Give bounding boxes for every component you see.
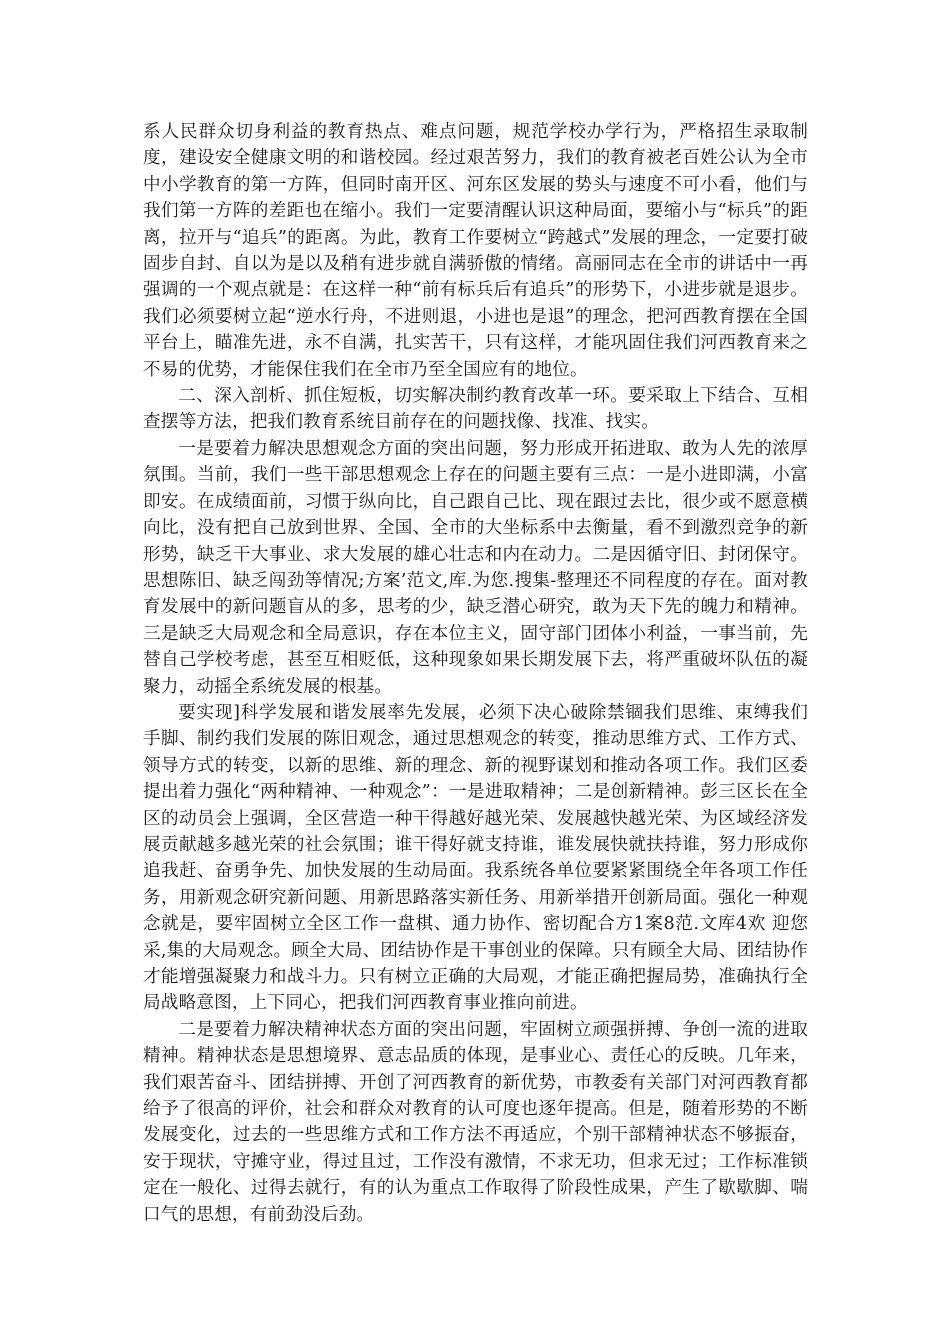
- paragraph-section-two-heading: 二、深入剖析、抓住短板，切实解决制约教育改革一环。要采取上下结合、互相查摆等方法，把我们教育系统目前存在的问题找像、找准、找实。: [143, 386, 808, 433]
- paragraph-scientific-development: 要实现]科学发展和谐发展率先发展，必须下决心破除禁锢我们思维、束缚我们手脚、制约我们发展的陈旧观念，通过思想观念的转变，推动思维方式、工作方式、领导方式的转变，以新的思维、新的理念、新的视野谋划和推动各项工作。我们区委提出着力强化“两种精神、一种观念”：一是进取精神；二是创新精神。彭三区长在全区的动员会上强调，全区营造一种干得越好越光荣、发展越快越光荣、为区域经济发展贡献越多越光荣的社会氛围；谁干得好就支持谁，谁发展快就扶持谁，努力形成你追我赶、奋勇争先、加快发展的生动局面。我系统各单位要紧紧围绕全年各项工作任务，用新观念研究新问题、用新思路落实新任务、用新举措开创新局面。强化一种观念就是，要牢固树立全区工作一盘棋、通力协作、密切配合方1案8范.文库4欢 迎您采,集的大局观念。顾全大局、团结协作是干事创业的保障。只有顾全大局、团结协作才能增强凝聚力和战斗力。只有树立正确的大局观，才能正确把握局势，准确执行全局战略意图，上下同心，把我们河西教育事业推向前进。: [143, 702, 808, 1014]
- paragraph-thinking-concepts: 一是要着力解决思想观念方面的突出问题，努力形成开拓进取、敢为人先的浓厚氛围。当前，我们一些干部思想观念上存在的问题主要有三点：一是小进即满，小富即安。在成绩面前，习惯于纵向比，自己跟自己比、现在跟过去比，很少或不愿意横向比，没有把自己放到世界、全国、全市的大坐标系中去衡量，看不到激烈竞争的新形势，缺乏干大事业、求大发展的雄心壮志和内在动力。二是因循守旧、封闭保守。思想陈旧、缺乏闯劲等情况;方案’范文,库.为您.搜集-整理还不同程度的存在。面对教育发展中的新问题盲从的多，思考的少，缺乏潜心研究，敢为天下先的魄力和精神。三是缺乏大局观念和全局意识，存在本位主义，固守部门团体小利益，一事当前，先替自己学校考虑，甚至互相贬低，这种现象如果长期发展下去，将严重破坏队伍的凝聚力，动摇全系统发展的根基。: [143, 438, 808, 697]
- document-body: [143, 119, 808, 1228]
- paragraph-spiritual-state: 二是要着力解决精神状态方面的突出问题，牢固树立顽强拼搏、争创一流的进取精神。精神状态是思想境界、意志品质的体现，是事业心、责任心的反映。几年来，我们艰苦奋斗、团结拼搏、开创了河西教育的新优势，市教委有关部门对河西教育都给予了很高的评价，社会和群众对教育的认可度也逐年提高。但是，随着形势的不断发展变化，过去的一些思维方式和工作方法不再适应，个别干部精神状态不够振奋，安于现状，守摊守业，得过且过，工作没有激情，不求无功，但求无过；工作标准锁定在一般化、过得去就行，有的认为重点工作取得了阶段性成果，产生了歇歇脚、喘口气的思想，有前劲没后劲。: [143, 1019, 808, 1225]
- paragraph-continuation: 系人民群众切身利益的教育热点、难点问题，规范学校办学行为，严格招生录取制度，建设安全健康文明的和谐校园。经过艰苦努力，我们的教育被老百姓公认为全市中小学教育的第一方阵，但同时南开区、河东区发展的势头与速度不可小看，他们与我们第一方阵的差距也在缩小。我们一定要清醒认识这种局面，要缩小与“标兵”的距离，拉开与“追兵”的距离。为此，教育工作要树立“跨越式”发展的理念，一定要打破固步自封、自以为是以及稍有进步就自满骄傲的情绪。高丽同志在全市的讲话中一再强调的一个观点就是：在这样一种“前有标兵后有追兵”的形势下，小进步就是退步。我们必须要树立起“逆水行舟，不进则退，小进也是退”的理念，把河西教育摆在全国平台上，瞄准先进，永不自满，扎实苦干，只有这样，才能巩固住我们河西教育来之不易的优势，才能保住我们在全市乃至全国应有的地位。: [143, 122, 808, 380]
